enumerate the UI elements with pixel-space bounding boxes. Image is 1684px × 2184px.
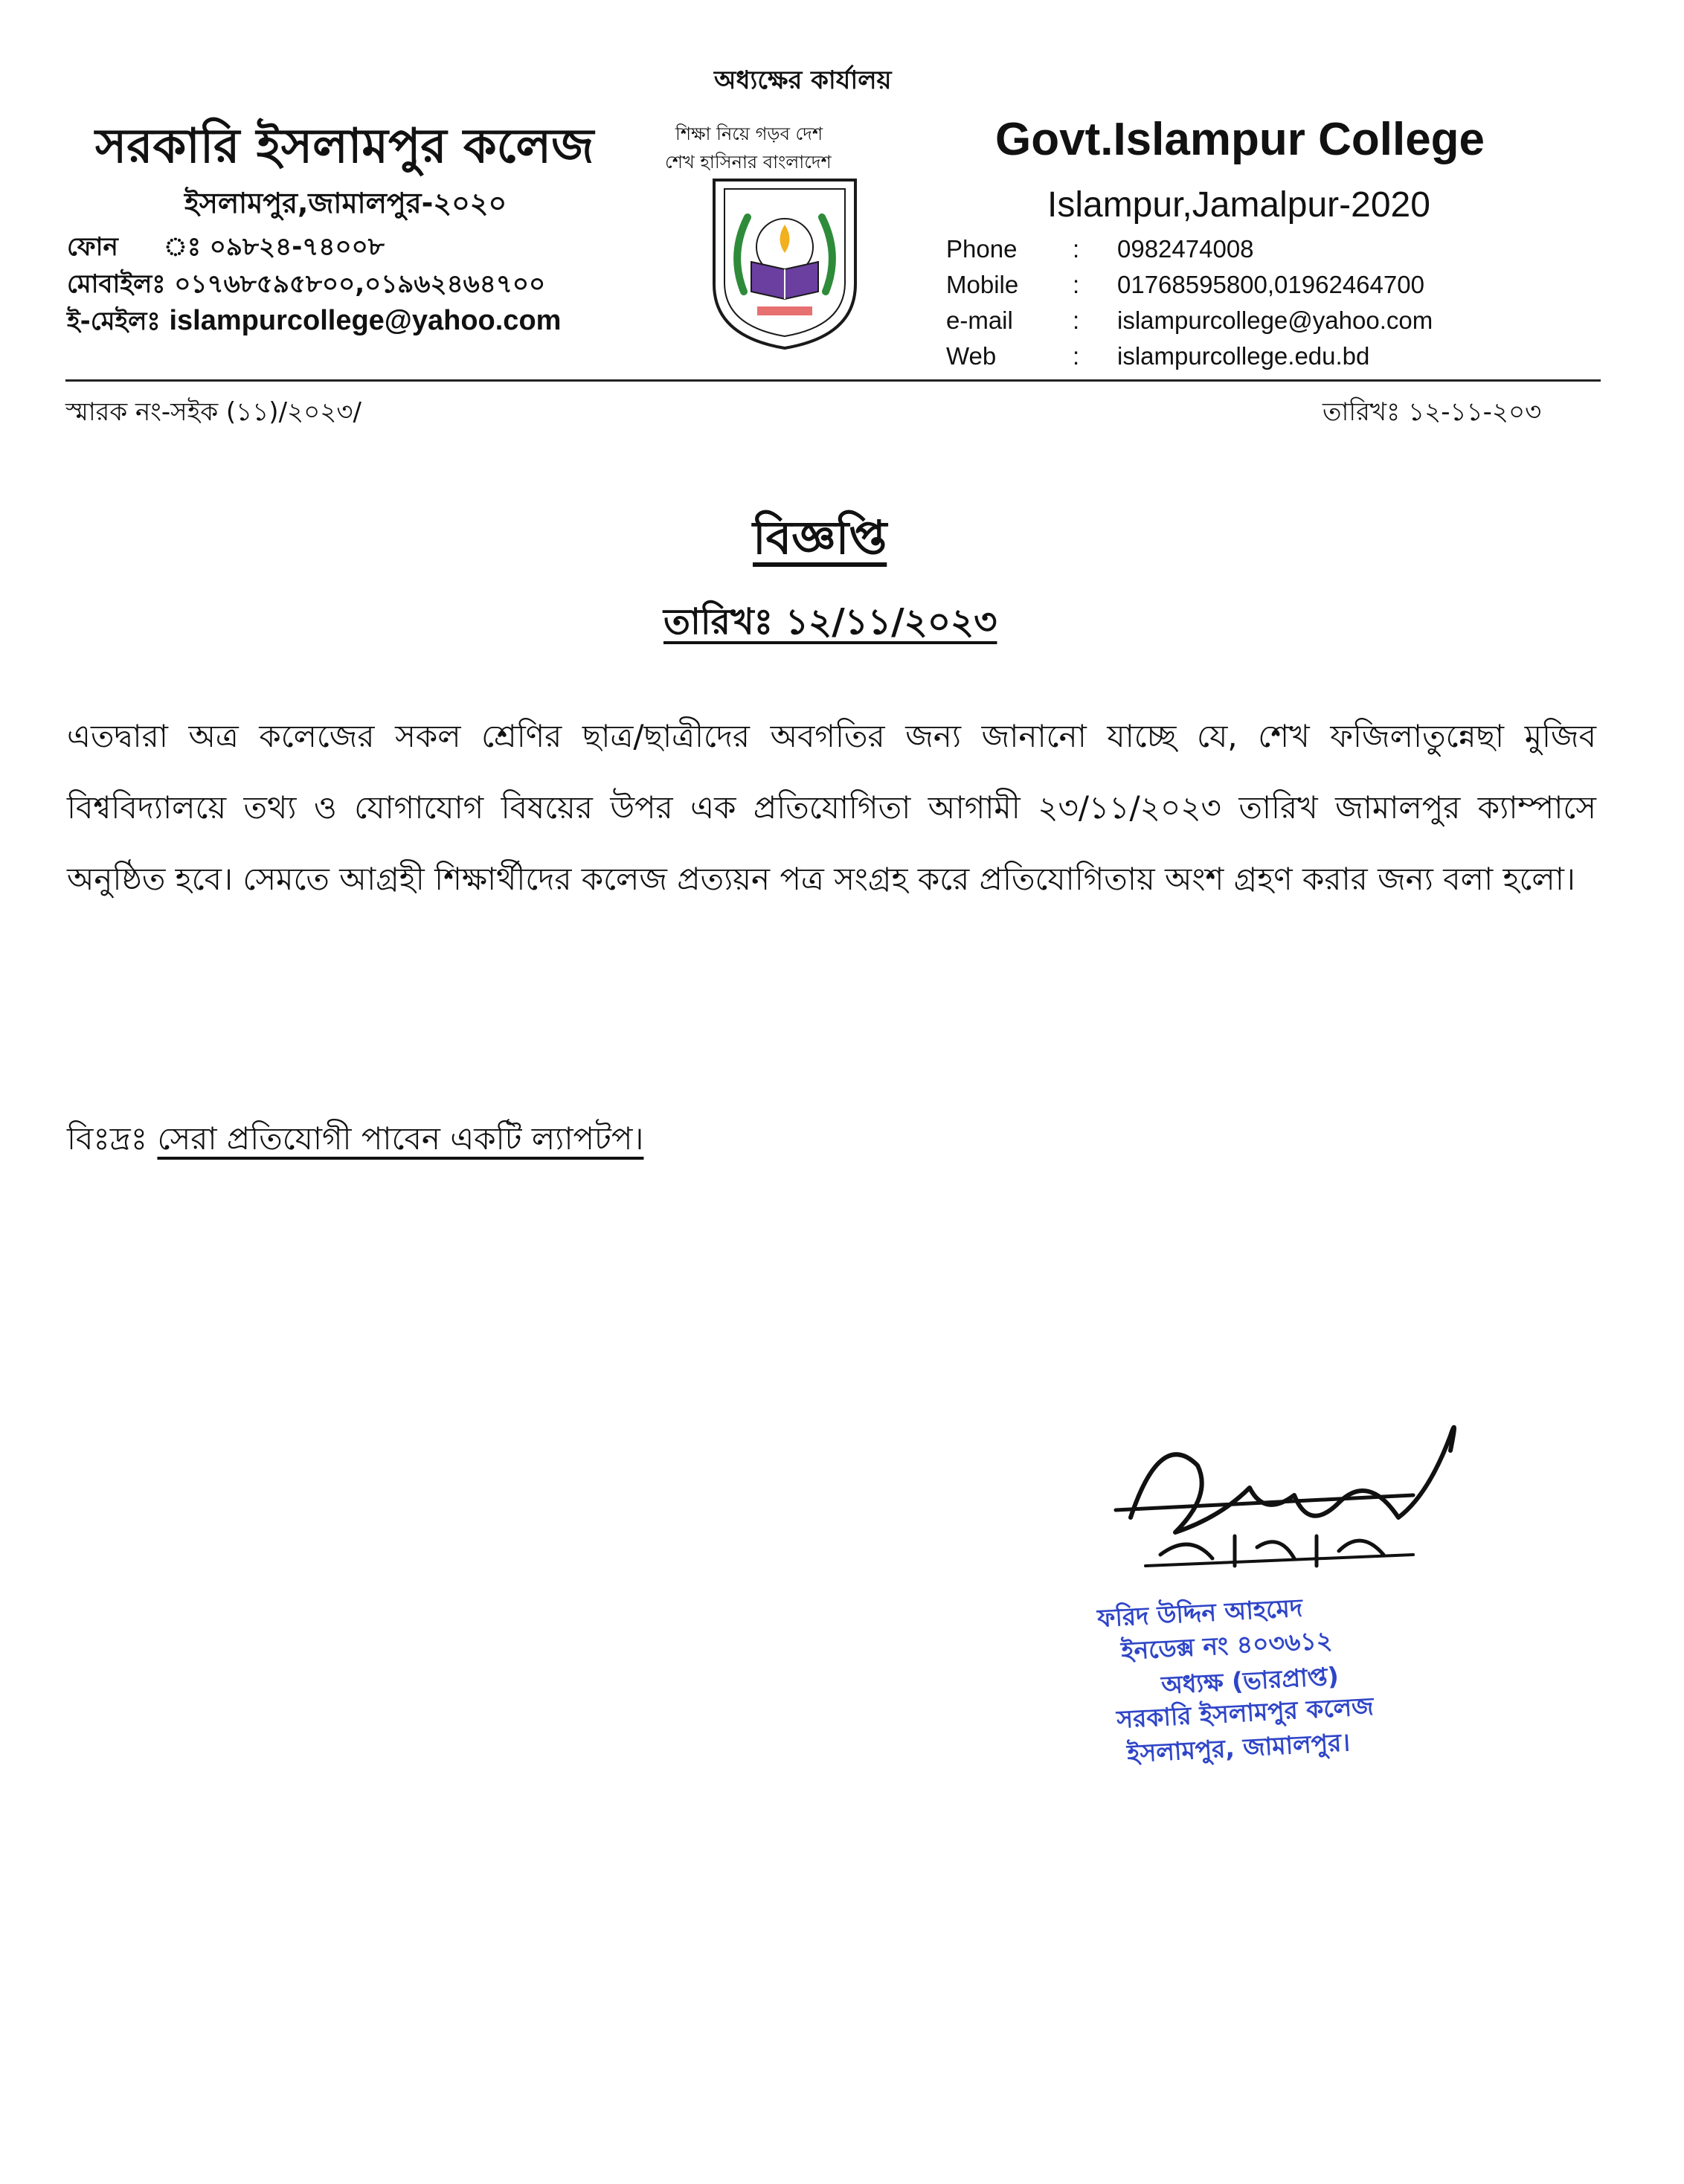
en-contact-value: 0982474008 <box>1117 235 1254 263</box>
logo-slogan-2: শেখ হাসিনার বাংলাদেশ <box>665 152 832 173</box>
en-college-address: Islampur,Jamalpur-2020 <box>1047 185 1430 225</box>
bn-phone-row <box>67 228 385 270</box>
en-contact-colon: : <box>1073 271 1080 298</box>
en-contact-label: Phone <box>946 235 1018 263</box>
en-contact-label: e-mail <box>946 306 1013 334</box>
en-contact-value: islampurcollege.edu.bd <box>1117 342 1370 370</box>
bn-phone-label: ফোন <box>67 232 118 262</box>
stamp-college: সরকারি ইসলামপুর কলেজ <box>1116 1691 1375 1734</box>
bn-college-address: ইসলামপুর,জামালপুর-২০২০ <box>184 187 507 219</box>
header-divider <box>65 379 1601 382</box>
footnote-label: বিঃদ্রঃ <box>67 1120 148 1157</box>
bn-email-row <box>67 302 561 344</box>
logo-slogan-1: শিক্ষা নিয়ে গড়ব দেশ <box>675 123 823 144</box>
bn-email-label: ই-মেইলঃ <box>67 306 161 336</box>
notice-body: এতদ্বারা অত্র কলেজের সকল শ্রেণির ছাত্র/ছাত্রীদের অবগতির জন্য জানানো যাচ্ছে যে, শেখ ফজিলাতুন্নেছা মুজিব বিশ্ববিদ্যালয়ে তথ্য ও যোগাযোগ বিষয়ের উপর এক প্রতিযোগিতা আগামী ২৩/১১/২০২৩ তারিখ জামালপুর ক্যাম্পাসে অনুষ্ঠিত হবে। সেমতে আগ্রহী শিক্ষার্থীদের কলেজ প্রত্যয়ন পত্র সংগ্রহ করে প্রতিযোগিতায় অংশ গ্রহণ করার জন্য বলা হলো। <box>67 718 1596 897</box>
stamp-address: ইসলামপুর, জামালপুর। <box>1126 1727 1351 1768</box>
bn-mobile-row <box>67 265 545 307</box>
footnote-text: সেরা প্রতিযোগী পাবেন একটি ল্যাপটপ। <box>157 1120 644 1157</box>
bn-phone-value: ঃ ০৯৮২৪-৭৪০০৮ <box>164 232 385 262</box>
en-contact-value: islampurcollege@yahoo.com <box>1117 306 1433 334</box>
handwritten-signature <box>1101 1406 1473 1592</box>
en-mobile-row <box>946 271 1424 299</box>
bn-mobile-label: মোবাইলঃ <box>67 269 166 299</box>
stamp-name: ফরিদ উদ্দিন আহমেদ <box>1096 1593 1304 1633</box>
bn-mobile-value: ০১৭৬৮৫৯৫৮০০,০১৯৬২৪৬৪৭০০ <box>174 269 546 299</box>
en-phone-row <box>946 235 1254 263</box>
notice-date: তারিখঃ ১২/১১/২০২৩ <box>663 601 997 643</box>
memo-number: স্মারক নং-সইক (১১)/২০২৩/ <box>65 397 361 427</box>
en-web-row <box>946 342 1369 370</box>
bn-college-name: সরকারি ইসলামপুর কলেজ <box>95 118 594 174</box>
stamp-index-number: ইনডেক্স নং ৪০৩৬১২ <box>1120 1625 1334 1666</box>
office-title: অধ্যক্ষের কার্যালয় <box>714 65 892 95</box>
en-college-name: Govt.Islampur College <box>995 114 1485 165</box>
header-date: তারিখঃ ১২-১১-২০৩ <box>1323 397 1542 427</box>
en-contact-colon: : <box>1073 342 1080 370</box>
notice-heading: বিজ্ঞপ্তি <box>753 510 887 565</box>
en-email-row <box>946 306 1433 335</box>
en-contact-value: 01768595800,01962464700 <box>1117 271 1424 298</box>
bn-email-value: islampurcollege@yahoo.com <box>169 305 562 336</box>
en-contact-colon: : <box>1073 306 1080 334</box>
en-contact-colon: : <box>1073 235 1080 263</box>
notice-footnote <box>67 1114 643 1167</box>
en-contact-label: Mobile <box>946 271 1019 298</box>
college-logo-emblem <box>692 173 878 351</box>
stamp-designation: অধ্যক্ষ (ভারপ্রাপ্ত) <box>1160 1661 1340 1700</box>
en-contact-label: Web <box>946 342 997 370</box>
